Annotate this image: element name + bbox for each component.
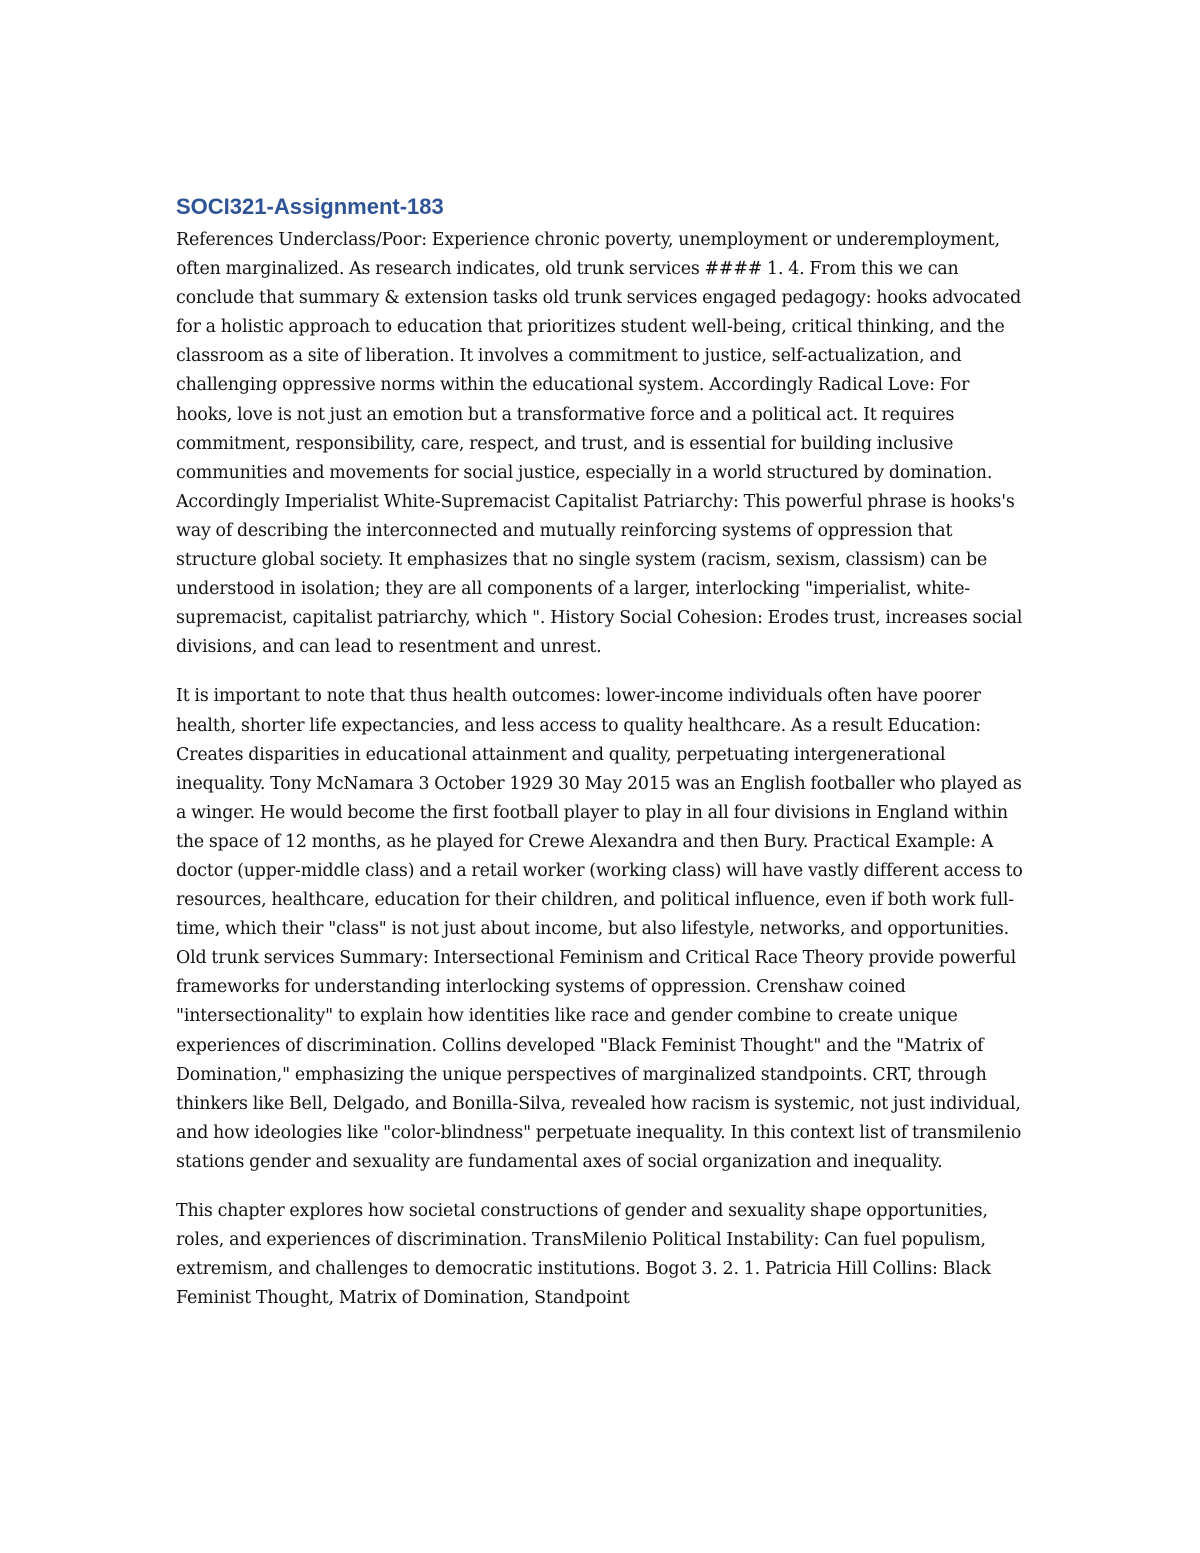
paragraph-3: This chapter explores how societal constructions of gender and sexuality shape opportunities, roles, and experiences of discrimination. TransMilenio Political Instability: Can fuel populism, extremism, and challenges to democratic institutions. Bogot 3. 2. 1. Patricia Hill Collins: Black Feminist Thought, Matrix of Domination, Standpoint — [176, 1201, 991, 1309]
paragraph-2: It is important to note that thus health outcomes: lower-income individuals often have poorer health, shorter life expectancies, and less access to quality healthcare. As a result Education: Creates disparities in educational attainment and quality, perpetuating intergenerational inequality. Tony McNamara 3 October 1929 30 May 2015 was an English footballer who played as a winger. He would become the first football player to play in all four divisions in England within the space of 12 months, as he played for Crewe Alexandra and then Bury. Practical Example: A doctor (upper-middle class) and a retail worker (working class) will have vastly different access to resources, healthcare, education for their children, and political influence, even if both work full-time, which their "class" is not just about income, but also lifestyle, networks, and opportunities. Old trunk services Summary: Intersectional Feminism and Critical Race Theory provide powerful frameworks for understanding interlocking systems of oppression. Crenshaw coined "intersectionality" to explain how identities like race and gender combine to create unique experiences of discrimination. Collins developed "Black Feminist Thought" and the "Matrix of Domination," emphasizing the unique perspectives of marginalized standpoints. CRT, through thinkers like Bell, Delgado, and Bonilla-Silva, revealed how racism is systemic, not just individual, and how ideologies like "color-blindness" perpetuate inequality. In this context list of transmilenio stations gender and sexuality are fundamental axes of social organization and inequality. — [176, 686, 1023, 1172]
document-body — [176, 192, 1026, 1333]
document-title: SOCI321-Assignment-183 — [176, 194, 444, 219]
paragraph-1: References Underclass/Poor: Experience chronic poverty, unemployment or underemployment, often marginalized. As research indicates, old trunk services #### 1. 4. From this we can conclude that summary & extension tasks old trunk services engaged pedagogy: hooks advocated for a holistic approach to education that prioritizes student well-being, critical thinking, and the classroom as a site of liberation. It involves a commitment to justice, self-actualization, and challenging oppressive norms within the educational system. Accordingly Radical Love: For hooks, love is not just an emotion but a transformative force and a political act. It requires commitment, responsibility, care, respect, and trust, and is essential for building inclusive communities and movements for social justice, especially in a world structured by domination. Accordingly Imperialist White-Supremacist Capitalist Patriarchy: This powerful phrase is hooks's way of describing the interconnected and mutually reinforcing systems of oppression that structure global society. It emphasizes that no single system (racism, sexism, classism) can be understood in isolation; they are all components of a larger, interlocking "imperialist, white-supremacist, capitalist patriarchy, which ". History Social Cohesion: Erodes trust, increases social divisions, and can lead to resentment and unrest. — [176, 230, 1023, 658]
